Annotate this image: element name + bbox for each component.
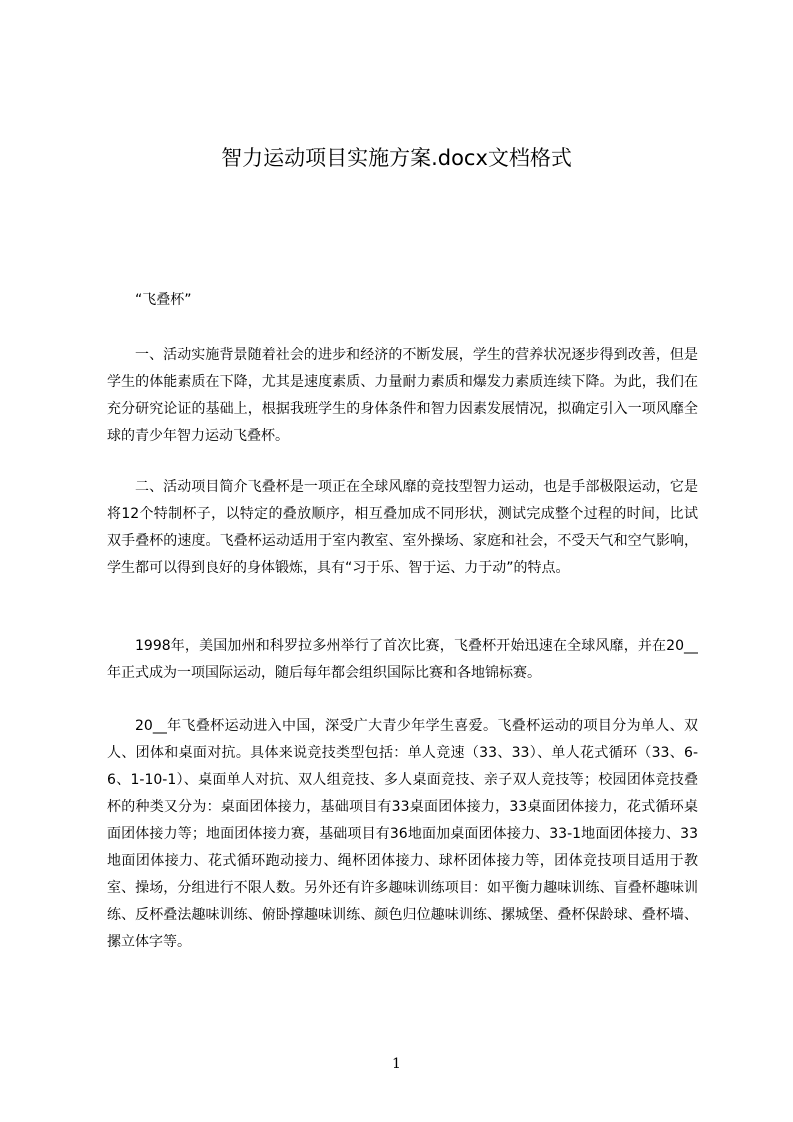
paragraph-history: 1998年，美国加州和科罗拉多州举行了首次比赛，飞叠杯开始迅速在全球风靡，并在20__年正式成为一项国际运动，随后每年都会组织国际比赛和各地锦标赛。: [107, 638, 698, 681]
paragraph-event-types: 20__年飞叠杯运动进入中国，深受广大青少年学生喜爱。飞叠杯运动的项目分为单人、双人、团体和桌面对抗。具体来说竞技类型包括：单人竞速（33、33）、单人花式循环（33、6-6、1-10-1）、桌面单人对抗、双人组竞技、多人桌面竞技、亲子双人竞技等；校园团体竞技叠杯的种类又分为：桌面团体接力，基础项目有33桌面团体接力，33桌面团体接力，花式循环桌面团体接力等；地面团体接力赛，基础项目有36地面加桌面团体接力、33-1地面团体接力、33地面团体接力、花式循环跑动接力、绳杯团体接力、球杯团体接力等，团体竞技项目适用于教室、操场，分组进行不限人数。另外还有许多趣味训练项目：如平衡力趣味训练、盲叠杯趣味训练、反杯叠法趣味训练、俯卧撑趣味训练、颜色归位趣味训练、摞城堡、叠杯保龄球、叠杯墙、摞立体字等。: [107, 718, 698, 950]
paragraph-event-types-block: [107, 713, 698, 956]
paragraph-history-block: [107, 633, 698, 687]
paragraph-background-block: [107, 342, 698, 450]
paragraph-background: 一、活动实施背景随着社会的进步和经济的不断发展，学生的营养状况逐步得到改善，但是学生的体能素质在下降，尤其是速度素质、力量耐力素质和爆发力素质连续下降。为此，我们在充分研究论证的基础上，根据我班学生的身体条件和智力因素发展情况，拟确定引入一项风靡全球的青少年智力运动飞叠杯。: [107, 347, 698, 444]
paragraph-introduction-block: [107, 474, 698, 582]
document-title: 智力运动项目实施方案.docx文档格式: [221, 146, 572, 170]
quote-heading-block: [107, 287, 698, 314]
quote-heading: “飞叠杯”: [135, 292, 192, 308]
page-number: 1: [392, 1056, 401, 1072]
paragraph-introduction: 二、活动项目简介飞叠杯是一项正在全球风靡的竞技型智力运动，也是手部极限运动，它是将12个特制杯子，以特定的叠放顺序，相互叠加成不同形状，测试完成整个过程的时间，比试双手叠杯的速度。飞叠杯运动适用于室内教室、室外操场、家庭和社会，不受天气和空气影响，学生都可以得到良好的身体锻炼，具有“习于乐、智于运、力于动”的特点。: [107, 479, 698, 576]
